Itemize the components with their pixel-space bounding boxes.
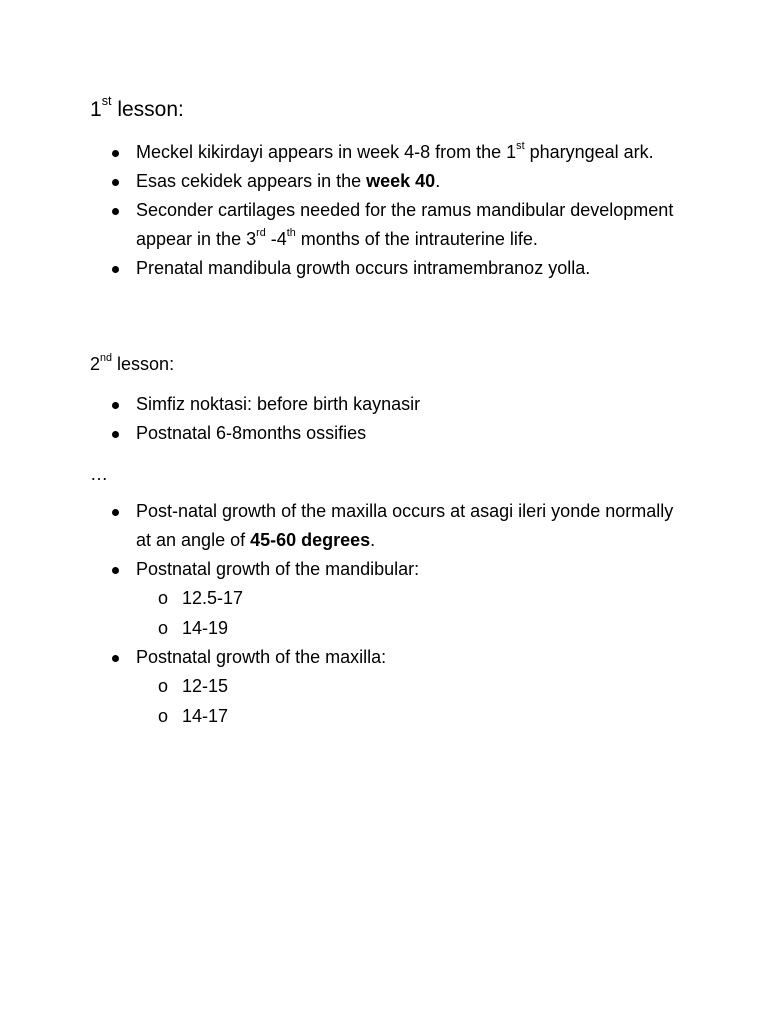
sub-item-text: 14-17 bbox=[182, 705, 229, 726]
item-text: Post-natal growth of the maxilla occurs at asagi ileri yonde normally at an angle of bbox=[136, 501, 674, 550]
bullet-icon bbox=[112, 208, 119, 215]
heading-text: lesson: bbox=[112, 354, 175, 374]
sub-list bbox=[136, 672, 678, 731]
item-ordinal: th bbox=[286, 226, 296, 239]
list-item bbox=[0, 419, 768, 448]
sub-item-text: 12.5-17 bbox=[182, 588, 244, 608]
heading-ordinal: st bbox=[101, 94, 112, 109]
item-text: Meckel kikirdayi appears in week 4-8 from the 1 bbox=[136, 142, 517, 162]
heading-number: 2 bbox=[90, 354, 101, 374]
sub-list-item bbox=[0, 614, 678, 644]
list-item bbox=[0, 254, 768, 283]
sub-list-item bbox=[0, 702, 678, 732]
list-item bbox=[0, 555, 768, 643]
item-text: Simfiz noktasi: before birth kaynasir bbox=[136, 394, 421, 414]
item-text: months of the intrauterine life. bbox=[295, 229, 538, 249]
circle-bullet-icon: o bbox=[158, 588, 169, 608]
heading-text: lesson: bbox=[111, 98, 184, 121]
item-text: -4 bbox=[265, 229, 287, 249]
item-text: Prenatal mandibula growth occurs intramembranoz yolla. bbox=[136, 258, 591, 278]
lesson-1-list bbox=[0, 138, 768, 283]
item-bold-text: 45-60 degrees bbox=[250, 530, 371, 550]
item-text: Postnatal growth of the maxilla: bbox=[136, 647, 387, 667]
item-text: . bbox=[370, 530, 376, 550]
bullet-icon bbox=[112, 150, 119, 157]
bullet-icon bbox=[112, 431, 119, 438]
item-ordinal: st bbox=[516, 139, 525, 152]
ellipsis-text: … bbox=[90, 464, 108, 484]
circle-bullet-icon: o bbox=[158, 676, 169, 696]
sub-list-item bbox=[0, 672, 678, 702]
item-text: . bbox=[435, 171, 441, 191]
sub-item-text: 14-19 bbox=[182, 617, 229, 638]
list-item bbox=[0, 497, 768, 555]
sub-item-text: 12-15 bbox=[182, 676, 229, 696]
bullet-icon bbox=[112, 509, 119, 516]
item-bold-text: week 40 bbox=[366, 171, 436, 191]
list-item bbox=[0, 643, 768, 731]
growth-list bbox=[0, 497, 768, 731]
list-item bbox=[0, 196, 768, 254]
circle-bullet-icon: o bbox=[158, 617, 169, 638]
heading-ordinal: nd bbox=[100, 351, 113, 364]
lesson-2-list bbox=[0, 390, 768, 448]
lesson-1-heading bbox=[90, 96, 184, 124]
list-item bbox=[0, 167, 768, 196]
item-text: Postnatal 6-8months ossifies bbox=[136, 423, 367, 443]
bullet-icon bbox=[112, 567, 119, 574]
item-text: Esas cekidek appears in the bbox=[136, 171, 367, 191]
lesson-2-heading bbox=[90, 352, 174, 376]
item-ordinal: rd bbox=[256, 226, 266, 239]
item-text: Seconder cartilages needed for the ramus mandibular development appear in the 3 bbox=[136, 200, 674, 249]
bullet-icon bbox=[112, 655, 119, 662]
heading-number: 1 bbox=[90, 98, 102, 121]
sub-list bbox=[136, 584, 678, 643]
list-item bbox=[0, 138, 768, 167]
item-text: Postnatal growth of the mandibular: bbox=[136, 559, 420, 579]
circle-bullet-icon: o bbox=[158, 705, 169, 726]
item-text: pharyngeal ark. bbox=[524, 142, 654, 162]
bullet-icon bbox=[112, 266, 119, 273]
bullet-icon bbox=[112, 179, 119, 186]
list-item bbox=[0, 390, 768, 419]
bullet-icon bbox=[112, 402, 119, 409]
sub-list-item bbox=[0, 584, 678, 614]
